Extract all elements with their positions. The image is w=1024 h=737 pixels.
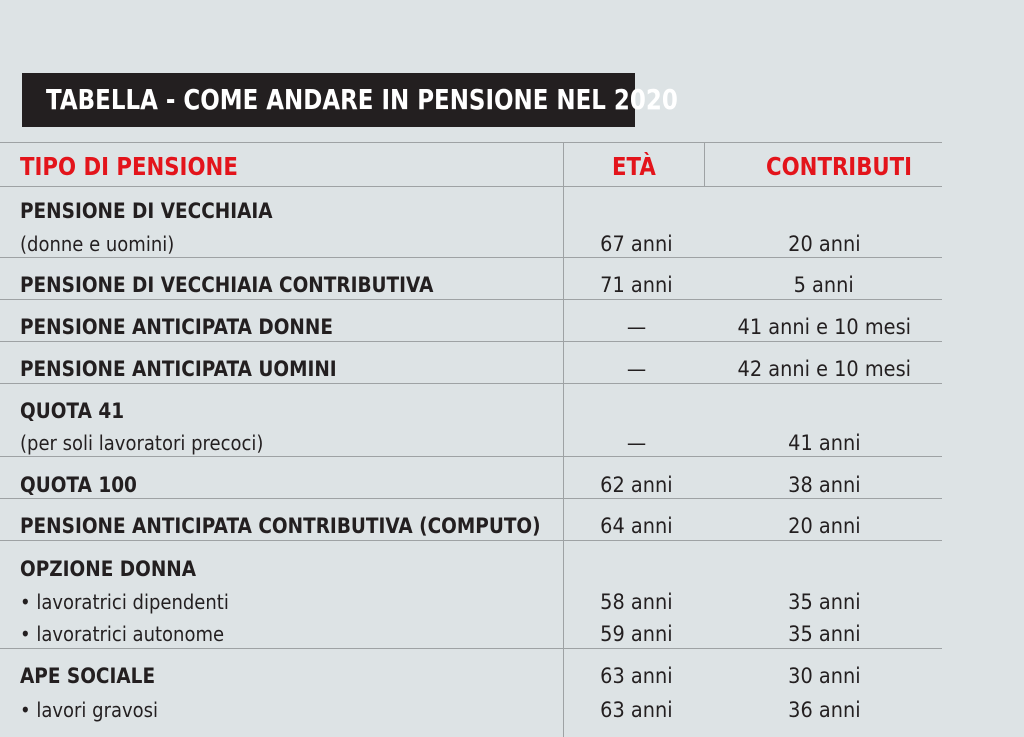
divider [0,648,942,649]
row-contributi: 30 anni [787,664,861,688]
row-item-eta: 63 anni [599,698,673,722]
table-title [22,73,678,127]
row-label: PENSIONE DI VECCHIAIA [20,199,273,223]
divider [0,257,942,258]
row-eta-dash: — [626,431,646,455]
row-contributi: 41 anni e 10 mesi [737,315,911,339]
row-contributi: 41 anni [787,431,861,455]
divider [0,341,942,342]
divider [0,383,942,384]
row-contributi: 5 anni [793,273,855,297]
header-contributi: CONTRIBUTI [766,152,913,181]
row-label: QUOTA 100 [20,473,137,497]
divider [0,142,942,143]
row-item-contributi: 35 anni [787,622,861,646]
row-label: APE SOCIALE [20,664,156,688]
row-item-label: • lavoratrici autonome [20,622,225,646]
row-contributi: 20 anni [787,232,861,256]
divider [0,299,942,300]
row-eta: 64 anni [599,514,673,538]
divider [0,186,942,187]
row-eta-dash: — [626,357,646,381]
row-contributi: 42 anni e 10 mesi [737,357,911,381]
row-contributi: 38 anni [787,473,861,497]
row-item-label: • lavori gravosi [20,698,159,722]
row-item-eta: 58 anni [599,590,673,614]
row-sublabel: (donne e uomini) [20,232,175,256]
column-divider [704,142,705,187]
header-eta: ETÀ [612,152,656,181]
row-eta-dash: — [626,315,646,339]
row-contributi: 20 anni [787,514,861,538]
divider [0,498,942,499]
row-eta: 63 anni [599,664,673,688]
row-eta: 71 anni [599,273,673,297]
row-label: PENSIONE DI VECCHIAIA CONTRIBUTIVA [20,273,434,297]
row-eta: 62 anni [599,473,673,497]
row-item-eta: 59 anni [599,622,673,646]
row-eta: 67 anni [599,232,673,256]
row-label: PENSIONE ANTICIPATA CONTRIBUTIVA (COMPUTO) [20,514,541,538]
divider [0,456,942,457]
row-item-label: • lavoratrici dipendenti [20,590,229,614]
header-tipo: TIPO DI PENSIONE [20,152,238,181]
row-label: QUOTA 41 [20,399,125,423]
row-sublabel: (per soli lavoratori precoci) [20,431,264,455]
row-item-contributi: 36 anni [787,698,861,722]
divider [0,540,942,541]
row-label: PENSIONE ANTICIPATA UOMINI [20,357,337,381]
row-label: OPZIONE DONNA [20,557,197,581]
table-title-text: TABELLA - COME ANDARE IN PENSIONE NEL 2020 [46,83,678,116]
row-item-contributi: 35 anni [787,590,861,614]
row-label: PENSIONE ANTICIPATA DONNE [20,315,333,339]
